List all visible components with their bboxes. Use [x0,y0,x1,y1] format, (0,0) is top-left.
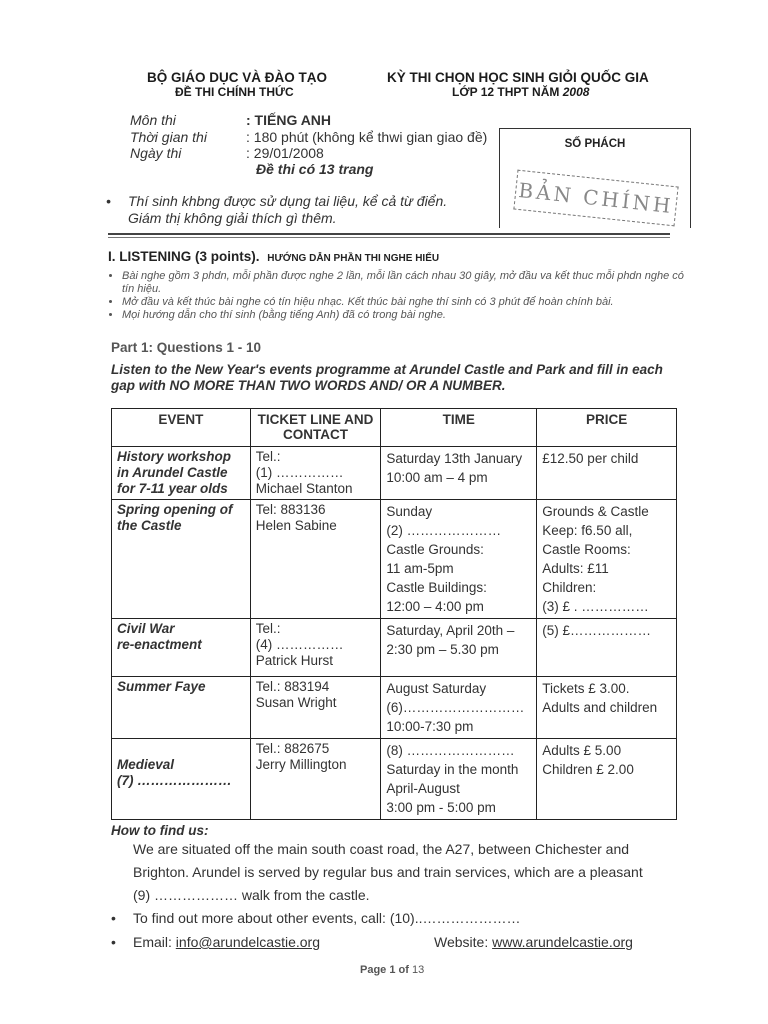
price-line: Adults: £11 [542,561,609,576]
contact-line: Jerry Millington [255,757,347,772]
time-line: (2) ………………… [386,523,502,538]
event-line: for 7-11 year olds [117,481,228,496]
exam-year: 2008 [562,85,590,99]
time-line: April-August [386,781,460,796]
page-prefix: Page [360,964,387,976]
directions-line-1: We are situated off the main south coast road, the A27, between Chichester and [133,841,630,857]
date-value: : 29/01/2008 [246,145,324,161]
time-line: 3:00 pm - 5:00 pm [386,800,496,815]
price-line: (3) £ . …………… [542,599,649,614]
cell-contact [250,619,381,677]
event-line: History workshop [117,449,232,464]
contact-line: Tel.: [255,621,281,636]
instruction-no-materials: • Thí sinh khbng được sử dụng tai liệu, kể cả từ điển. [128,193,447,209]
contact-line: Tel.: 882675 [255,741,330,756]
directions-line-2: Brighton. Arundel is served by regular bus and train services, which are a pleasant [133,864,643,880]
cell-time [381,619,537,677]
section-subtitle: HƯỚNG DẪN PHẦN THI NGHE HIỂU [267,253,440,264]
note-item: • Bài nghe gồm 3 phdn, mỗi phần được nghe 2 lần, mỗi lần cách nhau 30 giây, mở đầu va kết thuc mỗi phdn nghe có tín hiệu. [122,270,692,296]
time-line: Saturday, April 20th – [386,623,515,638]
event-line [117,741,245,757]
contact-line: (4) …………… [255,637,344,652]
original-copy-stamp: BẢN CHÍNH [513,170,678,227]
cell-time [381,447,537,500]
cell-price [537,677,677,739]
pages-note: Đề thi có 13 trang [256,161,374,177]
page-total: 13 [412,964,425,976]
cell-time [381,739,537,820]
event-line: (7) ………………… [117,773,232,788]
part-title: Part 1: Questions 1 - 10 [111,340,262,355]
time-line: (6)……………………… [386,700,525,715]
exam-title: KỲ THI CHỌN HỌC SINH GIỎI QUỐC GIA [387,70,649,85]
section-heading [108,249,439,264]
time-label: Thời gian thi [130,129,207,145]
time-line: 11 am-5pm [386,561,454,576]
table-row [112,677,677,739]
event-line: Medieval [117,757,175,772]
contact-line: Helen Sabine [255,518,337,533]
header-price: PRICE [537,409,677,447]
time-line: (8) …………………… [386,743,515,758]
page-current: 1 [389,964,396,976]
time-line: Saturday 13th January [386,451,523,466]
note-item: • Mọi hướng dẫn cho thí sinh (bằng tiếng Anh) đã có trong bài nghe. [122,309,692,322]
exam-grade-year [452,85,589,99]
header-contact: TICKET LINE AND CONTACT [250,409,381,447]
more-info-line: • To find out more about other events, call: (10)..………………… [133,910,521,926]
email-link[interactable]: info@arundelcastie.org [175,934,320,950]
time-line: 10:00 am – 4 pm [386,470,488,485]
directions-line-3: (9) ……………… walk from the castle. [133,887,370,903]
contact-line: Tel.: [255,449,281,464]
table-row [112,739,677,820]
cell-contact [250,677,381,739]
time-line: 12:00 – 4:00 pm [386,599,484,614]
event-line: re-enactment [117,637,202,652]
event-line: the Castle [117,518,182,533]
contact-line: Patrick Hurst [255,653,333,668]
price-line: Grounds & Castle [542,504,649,519]
event-line: Summer Faye [117,679,206,694]
cell-time [381,677,537,739]
event-line: Spring opening of [117,502,233,517]
subject-value: : TIẾNG ANH [246,112,332,128]
contact-line: Tel.: 883194 [255,679,330,694]
website-line [434,934,633,950]
ministry-name: BỘ GIÁO DỤC VÀ ĐÀO TẠO [147,70,328,85]
cell-event [112,677,251,739]
listening-notes [108,270,692,322]
time-line: Castle Grounds: [386,542,484,557]
instruction-no-explanation: Giám thị không giải thích gì thêm. [128,210,337,226]
email-label: Email: [133,934,172,950]
price-line: Children £ 2.00 [542,762,634,777]
price-line: Keep: f6.50 all, [542,523,633,538]
subject-label: Môn thi [130,112,176,128]
time-line: Saturday in the month [386,762,519,777]
event-line: in Arundel Castle [117,465,228,480]
price-line: Adults £ 5.00 [542,743,622,758]
time-line: Castle Buildings: [386,580,487,595]
cell-contact [250,739,381,820]
time-line: August Saturday [386,681,487,696]
cell-event [112,500,251,619]
cell-price [537,739,677,820]
cell-event [112,447,251,500]
cell-contact [250,500,381,619]
header-time: TIME [381,409,537,447]
price-line: Children: [542,580,597,595]
price-line: Castle Rooms: [542,542,631,557]
cell-price [537,619,677,677]
price-line: (5) £……………… [542,623,652,638]
time-line: 10:00-7:30 pm [386,719,474,734]
cell-contact [250,447,381,500]
website-label: Website: [434,934,489,950]
so-phach-box: SỐ PHÁCH [499,128,691,159]
page-number [360,964,424,976]
how-to-find-title: How to find us: [111,823,209,838]
contact-line: Michael Stanton [255,481,353,496]
note-item: • Mở đầu và kết thúc bài nghe có tín hiệu nhạc. Kết thúc bài nghe thí sinh có 3 phút để hoàn chính bài. [122,296,692,309]
contact-line: (1) …………… [255,465,344,480]
table-row [112,500,677,619]
events-table [111,408,677,820]
cell-price [537,500,677,619]
divider-top [108,233,670,235]
header-event: EVENT [112,409,251,447]
official-exam-label: ĐỀ THI CHÍNH THỨC [175,85,294,99]
price-line: Tickets £ 3.00. [542,681,630,696]
page-of: of [398,964,409,976]
time-line: Sunday [386,504,433,519]
cell-event [112,619,251,677]
cell-time [381,500,537,619]
cell-event [112,739,251,820]
price-line: £12.50 per child [542,451,639,466]
time-value: : 180 phút (không kể thwi gian giao đề) [246,129,488,145]
event-line: Civil War [117,621,175,636]
part-instruction: Listen to the New Year's events programme at Arundel Castle and Park and fill in each gap with NO MORE THAN TWO WORDS AND/ OR A NUMBER. [111,362,663,393]
grade-label: LỚP 12 THPT NĂM [452,85,560,99]
contact-line: Tel: 883136 [255,502,326,517]
email-line [133,934,320,950]
cell-price [537,447,677,500]
website-link[interactable]: www.arundelcastie.org [492,934,633,950]
time-line: 2:30 pm – 5.30 pm [386,642,499,657]
table-row [112,619,677,677]
date-label: Ngày thi [130,145,182,161]
section-title: I. LISTENING (3 points). [108,249,260,264]
divider-bottom [108,237,670,238]
table-row [112,447,677,500]
price-line: Adults and children [542,700,658,715]
contact-line: Susan Wright [255,695,337,710]
